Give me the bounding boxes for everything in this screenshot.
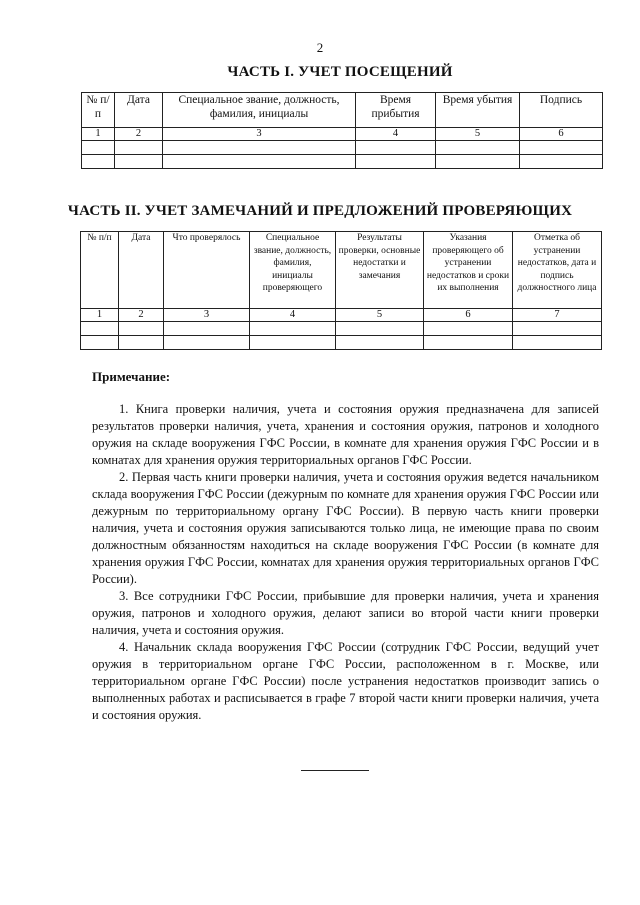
table-row <box>81 336 602 350</box>
column-header: Время убытия <box>436 93 520 128</box>
notes-body <box>92 401 599 724</box>
end-divider <box>301 770 369 771</box>
column-header: Результаты проверки, основные недостатки и замечания <box>336 232 424 309</box>
column-number: 6 <box>520 128 603 141</box>
column-header: Указания проверяющего об устранении недостатков и сроки их выполнения <box>424 232 513 309</box>
column-header: Подпись <box>520 93 603 128</box>
part1-title: ЧАСТЬ I. УЧЕТ ПОСЕЩЕНИЙ <box>227 64 453 80</box>
table-header-row <box>81 232 602 309</box>
table-header-row <box>82 93 603 128</box>
column-number: 2 <box>115 128 163 141</box>
page-number: 2 <box>316 40 324 55</box>
table-row <box>82 155 603 169</box>
column-number: 3 <box>164 309 250 322</box>
note-paragraph: 3. Все сотрудники ГФС России, прибывшие для проверки наличия, учета и хранения оружия, патронов и холодного оружия, делают записи во второй части книги проверки наличия, учета и состояния оружия. <box>92 589 599 637</box>
column-number-row <box>81 309 602 322</box>
column-number: 5 <box>336 309 424 322</box>
column-header: Специальное звание, должность, фамилия, инициалы проверяющего <box>250 232 336 309</box>
column-number: 7 <box>513 309 602 322</box>
column-number: 4 <box>356 128 436 141</box>
column-number-row <box>82 128 603 141</box>
part2-title: ЧАСТЬ II. УЧЕТ ЗАМЕЧАНИЙ И ПРЕДЛОЖЕНИЙ ПРОВЕРЯЮЩИХ <box>67 203 573 219</box>
column-number: 2 <box>119 309 164 322</box>
column-header: № п/п <box>81 232 119 309</box>
column-number: 6 <box>424 309 513 322</box>
column-number: 1 <box>82 128 115 141</box>
note-paragraph: 1. Книга проверки наличия, учета и состояния оружия предназначена для записей результатов проверки наличия, учета, хранения и состояния оружия, патронов и холодного оружия на складе вооружения ГФС России, в комнате для хранения оружия ГФС России и в комнатах для хранения оружия территориальных органов ГФС России. <box>92 402 599 467</box>
notes-heading: Примечание: <box>92 369 171 384</box>
column-header: Специальное звание, должность, фамилия, инициалы <box>163 93 356 128</box>
column-number: 3 <box>163 128 356 141</box>
column-header: Дата <box>119 232 164 309</box>
remarks-table <box>80 231 602 350</box>
column-header: Отметка об устранении недостатков, дата и подпись должностного лица <box>513 232 602 309</box>
visits-table <box>81 92 603 169</box>
note-paragraph: 2. Первая часть книги проверки наличия, учета и состояния оружия ведется начальником склада вооружения ГФС России (дежурным по комнате для хранения оружия ГФС России или дежурным по территориальному органу ГФС России). В первую часть книги проверки наличия, учета и состояния оружия записываются только лица, не имеющие права по своим должностным обязанностям находиться на складе вооружения ГФС России (в комнате для хранения оружия ГФС России, комнатах для хранения оружия территориальных органов ГФС России). <box>92 470 599 586</box>
table-row <box>82 141 603 155</box>
table-row <box>81 322 602 336</box>
column-header: Что проверялось <box>164 232 250 309</box>
column-number: 5 <box>436 128 520 141</box>
column-header: Дата <box>115 93 163 128</box>
column-header: Время прибытия <box>356 93 436 128</box>
column-number: 1 <box>81 309 119 322</box>
column-number: 4 <box>250 309 336 322</box>
column-header: № п/п <box>82 93 115 128</box>
note-paragraph: 4. Начальник склада вооружения ГФС России (сотрудник ГФС России, ведущий учет оружия в территориальном органе ГФС России, расположенном в г. Москве, или территориальном органе ГФС России) после устранения недостатков производит запись о выполненных работах и расписывается в графе 7 второй части книги проверки наличия, учета и состояния оружия. <box>92 640 599 722</box>
